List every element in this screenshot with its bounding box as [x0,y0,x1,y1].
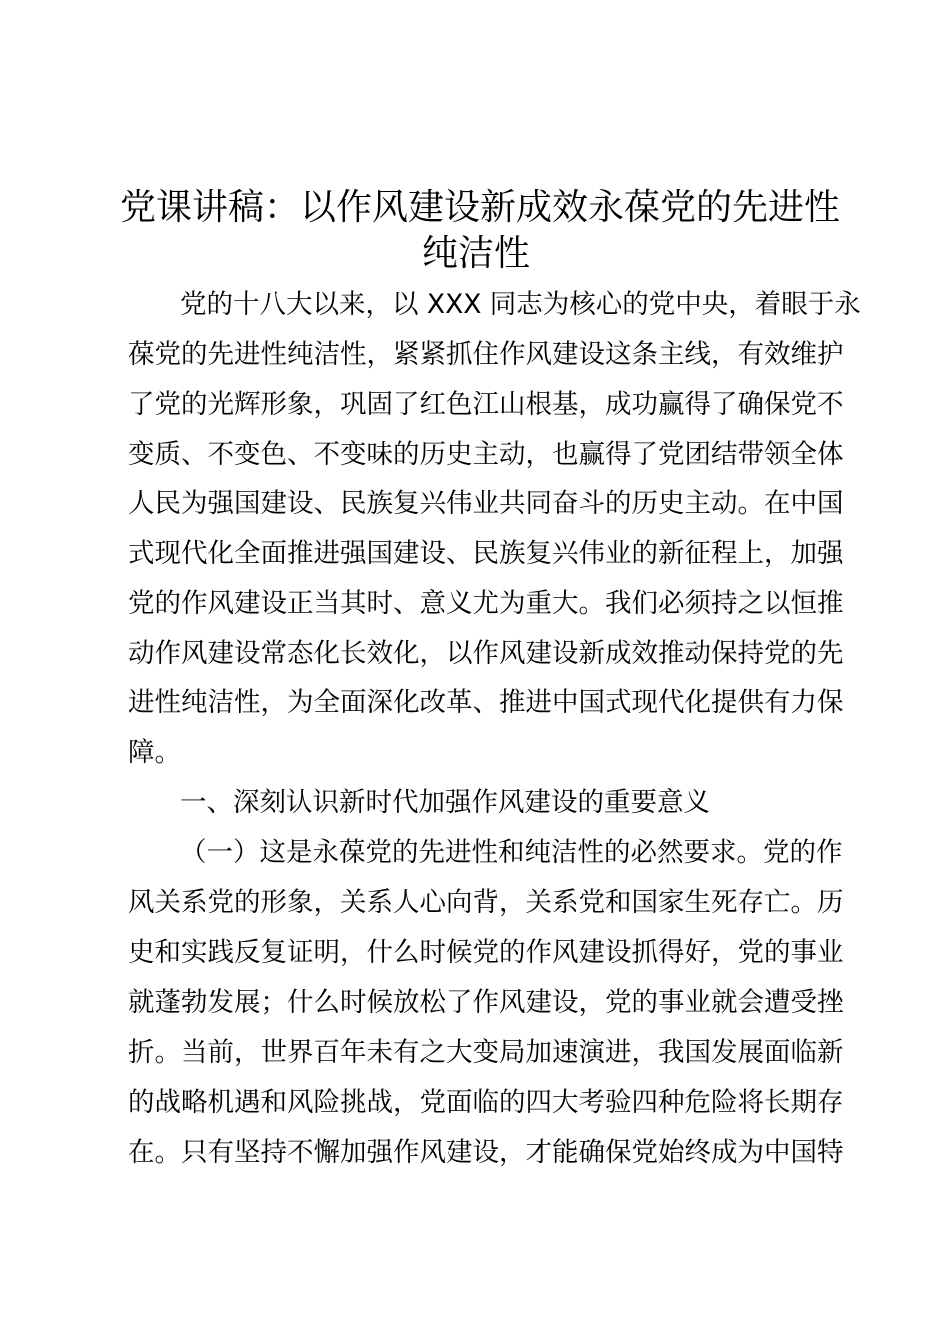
paragraph-line: 变质、不变色、不变味的历史主动，也赢得了党团结带领全体 [128,439,844,470]
document-title-line-1: 党课讲稿：以作风建设新成效永葆党的先进性 [120,187,841,228]
paragraph-line: 进性纯洁性，为全面深化改革、推进中国式现代化提供有力保 [128,687,844,718]
paragraph-line: 式现代化全面推进强国建设、民族复兴伟业的新征程上，加强 [128,538,844,569]
paragraph-line: 党的十八大以来，以 XXX 同志为核心的党中央，着眼于永 [180,289,861,320]
paragraph-line: 人民为强国建设、民族复兴伟业共同奋斗的历史主动。在中国 [128,488,844,519]
paragraph-line: 了党的光辉形象，巩固了红色江山根基，成功赢得了确保党不 [128,389,844,420]
paragraph-line: 葆党的先进性纯洁性，紧紧抓住作风建设这条主线，有效维护 [128,339,844,370]
paragraph-line: 史和实践反复证明，什么时候党的作风建设抓得好，党的事业 [128,937,844,968]
paragraph-line: 党的作风建设正当其时、意义尤为重大。我们必须持之以恒推 [128,588,844,619]
paragraph-line: （一）这是永葆党的先进性和纯洁性的必然要求。党的作 [180,837,843,868]
paragraph-line: 在。只有坚持不懈加强作风建设，才能确保党始终成为中国特 [128,1137,844,1168]
section-heading: 一、深刻认识新时代加强作风建设的重要意义 [180,787,710,818]
paragraph-line: 障。 [128,737,181,768]
document-title-line-2: 纯洁性 [421,233,530,274]
paragraph-line: 就蓬勃发展；什么时候放松了作风建设，党的事业就会遭受挫 [128,987,844,1018]
paragraph-line: 的战略机遇和风险挑战，党面临的四大考验四种危险将长期存 [128,1087,844,1118]
paragraph-line: 风关系党的形象，关系人心向背，关系党和国家生死存亡。历 [128,887,844,918]
paragraph-line: 折。当前，世界百年未有之大变局加速演进，我国发展面临新 [128,1037,844,1068]
paragraph-line: 动作风建设常态化长效化，以作风建设新成效推动保持党的先 [128,638,844,669]
